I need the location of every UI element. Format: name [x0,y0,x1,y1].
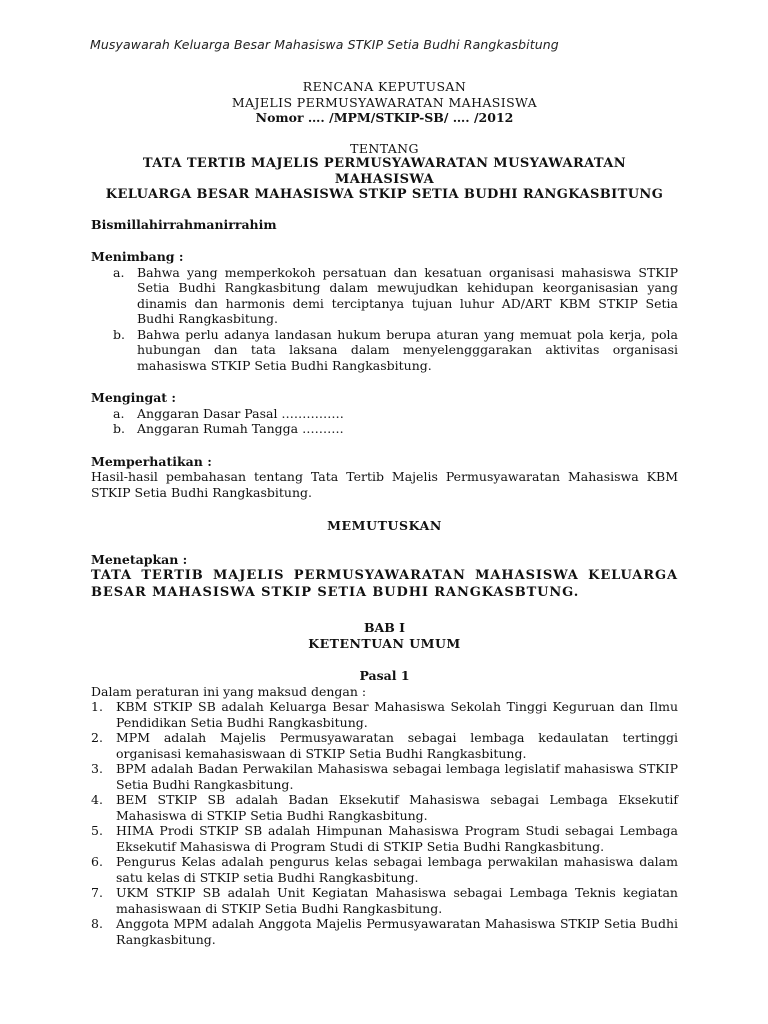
list-item [91,916,678,947]
list-item [91,699,678,730]
list-marker: 7. [91,885,103,900]
list-marker: b. [113,326,125,342]
list-text: HIMA Prodi STKIP SB adalah Himpunan Mahasiswa Program Studi sebagai Lembaga Eksekutif Mahasiswa di Program Studi di STKIP Setia Budhi Rangkasbitung. [116,823,678,854]
pasal-title: Pasal 1 [359,668,410,683]
list-marker: 1. [91,699,103,714]
list-item [91,406,678,422]
list-text: Anggota MPM adalah Anggota Majelis Permusyawaratan Mahasiswa STKIP Setia Budhi Rangkasbitung. [116,916,678,947]
list-item [91,265,678,327]
list-text: UKM STKIP SB adalah Unit Kegiatan Mahasiswa sebagai Lembaga Teknis kegiatan mahasiswaan di STKIP Setia Budhi Rangkasbitung. [116,885,678,916]
menimbang-label: Menimbang : [91,249,184,264]
menimbang-list [91,265,678,374]
list-text: Anggaran Dasar Pasal …………… [137,405,344,421]
list-marker: b. [113,421,125,436]
title-subject-2: KELUARGA BESAR MAHASISWA STKIP SETIA BUDHI RANGKASBITUNG [105,187,664,202]
list-item [91,854,678,885]
list-text: Bahwa perlu adanya landasan hukum berupa aturan yang memuat pola kerja, pola hubungan dan tata laksana dalam menyelengggarakan aktivitas organisasi mahasiswa STKIP Setia Budhi Rangkasbitung. [137,326,678,373]
title-tentang: TENTANG [350,140,419,156]
title-line-2: MAJELIS PERMUSYAWARATAN MAHASISWA [231,94,538,110]
list-marker: a. [113,405,125,421]
list-text: Pengurus Kelas adalah pengurus kelas sebagai lembaga perwakilan mahasiswa dalam satu kelas di STKIP setia Budhi Rangkasbitung. [116,854,678,885]
memutuskan-heading: MEMUTUSKAN [327,518,442,533]
list-text: BEM STKIP SB adalah Badan Eksekutif Mahasiswa sebagai Lembaga Eksekutif Mahasiswa di STKIP Setia Budhi Rangkasbitung. [116,792,678,823]
list-text: KBM STKIP SB adalah Keluarga Besar Mahasiswa Sekolah Tinggi Keguruan dan Ilmu Pendidikan Setia Budhi Rangkasbitung. [116,699,678,730]
list-item [91,823,678,854]
list-item [91,730,678,761]
running-header: Musyawarah Keluarga Besar Mahasiswa STKIP Setia Budhi Rangkasbitung [90,37,559,52]
list-item [91,792,678,823]
title-block [91,79,678,203]
memperhatikan-text: Hasil-hasil pembahasan tentang Tata Tertib Majelis Permusyawaratan Mahasiswa KBM STKIP Setia Budhi Rangkasbitung. [91,469,678,500]
list-text: Bahwa yang memperkokoh persatuan dan kesatuan organisasi mahasiswa STKIP Setia Budhi Rangkasbitung dalam mewujudkan kehidupan keorganisasian yang dinamis dan harmonis demi terciptanya tujuan luhur AD/ART KBM STKIP Setia Budhi Rangkasbitung. [137,264,678,326]
opening-basmalah: Bismillahirrahmanirrahim [91,216,277,232]
list-marker: 2. [91,730,103,745]
document-body [91,79,678,947]
title-line-1: RENCANA KEPUTUSAN [302,79,467,94]
list-marker: 6. [91,854,103,869]
pasal-list [91,699,678,947]
list-marker: a. [113,264,125,280]
list-marker: 3. [91,761,103,776]
mengingat-label: Mengingat : [91,390,177,405]
memperhatikan-label: Memperhatikan : [91,453,212,469]
pasal-intro: Dalam peraturan ini yang maksud dengan : [91,683,367,699]
list-text: Anggaran Rumah Tangga ………. [137,421,344,436]
mengingat-list [91,406,678,437]
list-marker: 4. [91,792,103,807]
list-marker: 8. [91,916,103,931]
list-text: MPM adalah Majelis Permusyawaratan sebagai lembaga kedaulatan tertinggi organisasi kemahasiswaan di STKIP Setia Budhi Rangkasbitung. [116,730,678,761]
list-item [91,885,678,916]
menetapkan-label: Menetapkan : [91,551,188,567]
list-text: BPM adalah Badan Perwakilan Mahasiswa sebagai lembaga legislatif mahasiswa STKIP Setia Budhi Rangkasbitung. [116,761,678,792]
list-item [91,327,678,374]
list-marker: 5. [91,823,103,838]
bab-number: BAB I [363,620,406,635]
title-subject-1: TATA TERTIB MAJELIS PERMUSYAWARATAN MUSYAWARATAN MAHASISWA [142,156,627,187]
menetapkan-text: TATA TERTIB MAJELIS PERMUSYAWARATAN MAHASISWA KELUARGA BESAR MAHASISWA STKIP SETIA BUDHI RANGKASBTUNG. [91,568,678,600]
list-item [91,421,678,437]
title-number: Nomor …. /MPM/STKIP-SB/ …. /2012 [255,110,514,125]
list-item [91,761,678,792]
bab-title: KETENTUAN UMUM [308,635,461,651]
